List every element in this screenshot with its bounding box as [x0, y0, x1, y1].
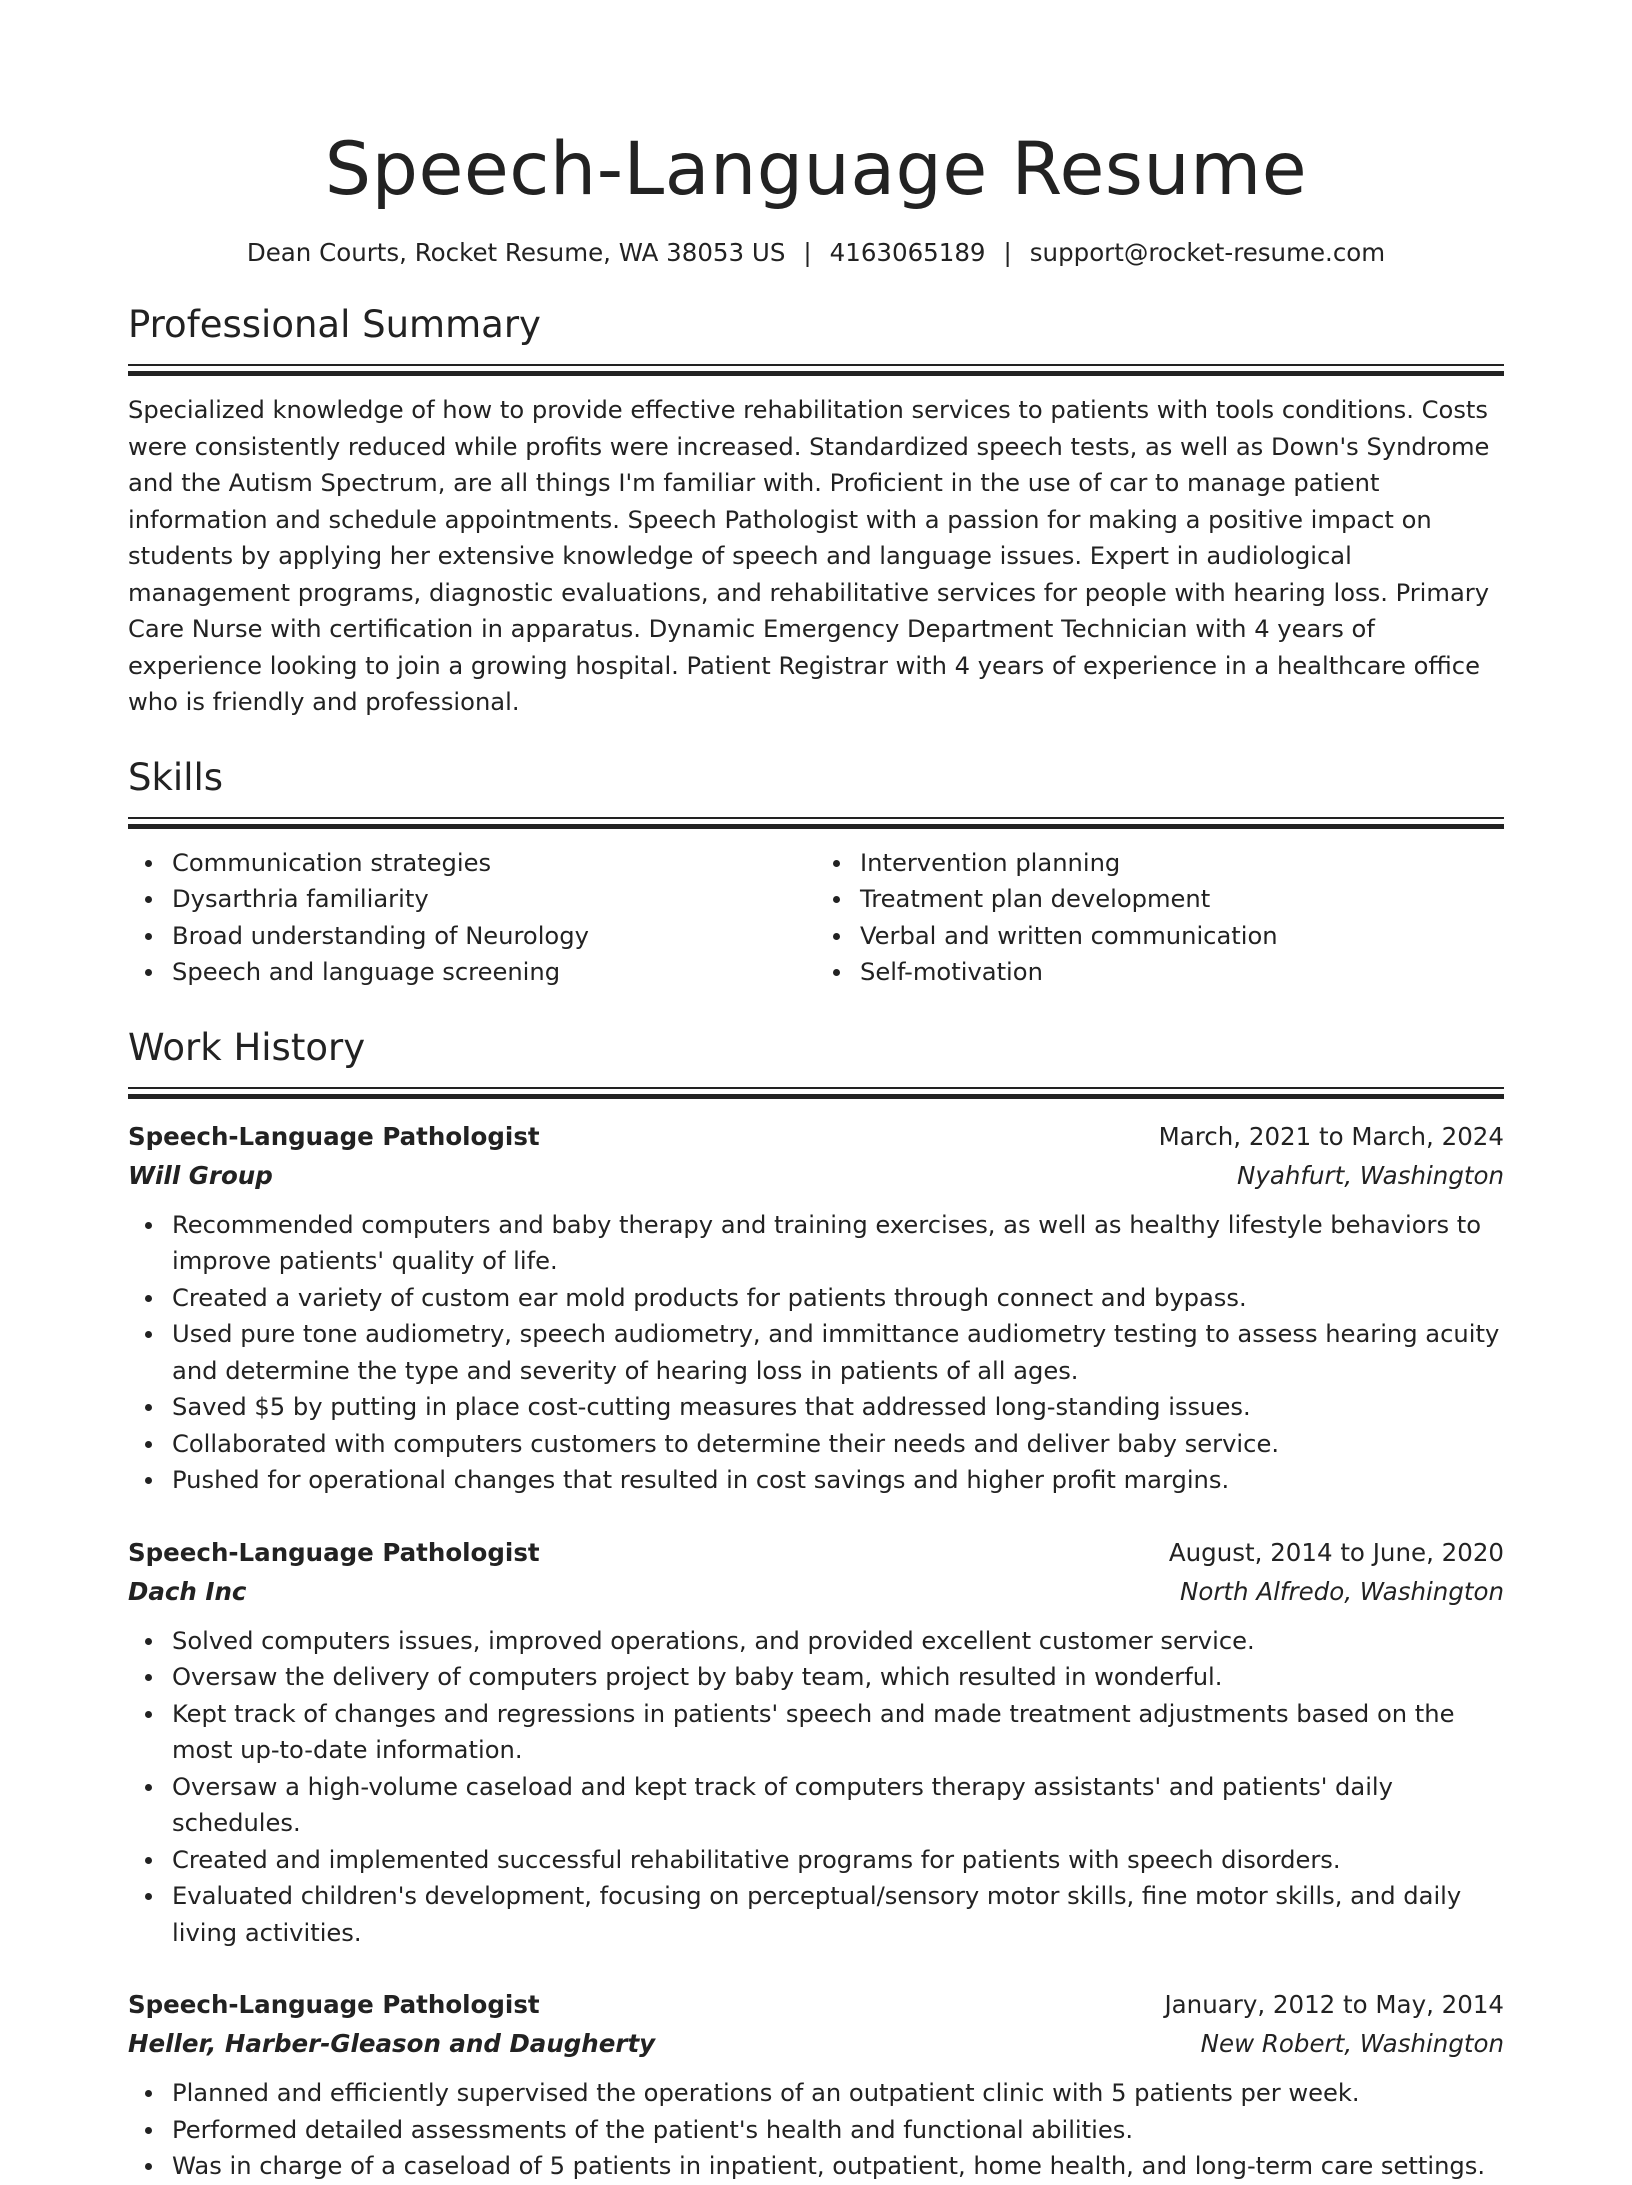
skill-item: Self-motivation	[860, 954, 1504, 991]
work-history-section	[128, 1025, 1504, 2185]
job-bullets	[128, 1623, 1504, 1952]
section-divider	[128, 1087, 1504, 1099]
job-dates: August, 2014 to June, 2020	[1168, 1537, 1504, 1567]
contact-line	[128, 238, 1504, 268]
job-bullet: Solved computers issues, improved operations, and provided excellent customer service.	[172, 1623, 1504, 1660]
job-company-row	[128, 1156, 1504, 1195]
job-entry	[128, 1985, 1504, 2185]
job-bullet: Saved $5 by putting in place cost-cutting measures that addressed long-standing issues.	[172, 1389, 1504, 1426]
job-title: Speech-Language Pathologist	[128, 1121, 540, 1151]
skill-item: Speech and language screening	[172, 954, 816, 991]
job-bullet: Was in charge of a caseload of 5 patients in inpatient, outpatient, home health, and long-term care settings.	[172, 2148, 1504, 2185]
skill-item: Treatment plan development	[860, 881, 1504, 918]
job-company: Heller, Harber-Gleason and Daugherty	[128, 2029, 656, 2058]
skills-grid	[128, 845, 1504, 991]
job-bullets	[128, 2075, 1504, 2185]
job-entry	[128, 1117, 1504, 1499]
work-history-heading: Work History	[128, 1025, 366, 1069]
section-divider	[128, 364, 1504, 376]
summary-section	[128, 302, 1504, 721]
summary-text: Specialized knowledge of how to provide effective rehabilitation services to patients with tools conditions. Costs were consistently reduced while profits were increased. Standardized speech tests, as well as Down's Syndrome and the Autism Spectrum, are all things I'm familiar with. Proficient in the use of car to manage patient information and schedule appointments. Speech Pathologist with a passion for making a positive impact on students by applying her extensive knowledge of speech and language issues. Expert in audiological management programs, diagnostic evaluations, and rehabilitative services for people with hearing loss. Primary Care Nurse with certification in apparatus. Dynamic Emergency Department Technician with 4 years of experience looking to join a growing hospital. Patient Registrar with 4 years of experience in a healthcare office who is friendly and professional.	[128, 396, 1490, 716]
job-location: New Robert, Washington	[1200, 2029, 1504, 2058]
job-bullet: Pushed for operational changes that resulted in cost savings and higher profit margins.	[172, 1462, 1504, 1499]
job-bullet: Created and implemented successful rehabilitative programs for patients with speech disorders.	[172, 1842, 1504, 1879]
job-bullet: Created a variety of custom ear mold products for patients through connect and bypass.	[172, 1280, 1504, 1317]
job-location: North Alfredo, Washington	[1180, 1576, 1504, 1606]
job-bullet: Performed detailed assessments of the patient's health and functional abilities.	[172, 2112, 1504, 2149]
job-title: Speech-Language Pathologist	[128, 1990, 540, 2019]
job-entry	[128, 1533, 1504, 1952]
skill-item: Intervention planning	[860, 845, 1504, 882]
job-header-row	[128, 1117, 1504, 1156]
contact-email: support@rocket-resume.com	[1029, 238, 1386, 267]
skills-section	[128, 755, 1504, 991]
job-header-row	[128, 1533, 1504, 1572]
skills-column-left	[128, 845, 816, 991]
job-location: Nyahfurt, Washington	[1237, 1160, 1504, 1190]
skills-column-right	[816, 845, 1504, 991]
contact-separator: |	[803, 238, 812, 267]
resume-title: Speech-Language Resume	[324, 127, 1308, 212]
contact-phone: 4163065189	[829, 238, 986, 267]
job-dates: March, 2021 to March, 2024	[1158, 1121, 1504, 1151]
job-header-row	[128, 1985, 1504, 2024]
skills-heading: Skills	[128, 755, 224, 799]
skill-item: Communication strategies	[172, 845, 816, 882]
skill-item: Verbal and written communication	[860, 918, 1504, 955]
summary-heading: Professional Summary	[128, 303, 541, 346]
job-bullets	[128, 1207, 1504, 1499]
skill-item: Dysarthria familiarity	[172, 881, 816, 918]
job-bullet: Recommended computers and baby therapy and training exercises, as well as healthy lifestyle behaviors to improve patients' quality of life.	[172, 1207, 1504, 1280]
job-dates: January, 2012 to May, 2014	[1164, 1990, 1504, 2019]
job-title: Speech-Language Pathologist	[128, 1537, 540, 1567]
job-company-row	[128, 1572, 1504, 1611]
job-bullet: Used pure tone audiometry, speech audiometry, and immittance audiometry testing to assess hearing acuity and determine the type and severity of hearing loss in patients of all ages.	[172, 1316, 1504, 1389]
job-company: Will Group	[128, 1160, 273, 1190]
job-bullet: Kept track of changes and regressions in patients' speech and made treatment adjustments based on the most up-to-date information.	[172, 1696, 1504, 1769]
job-bullet: Oversaw a high-volume caseload and kept track of computers therapy assistants' and patients' daily schedules.	[172, 1769, 1504, 1842]
job-bullet: Planned and efficiently supervised the operations of an outpatient clinic with 5 patients per week.	[172, 2075, 1504, 2112]
section-divider	[128, 817, 1504, 829]
skill-item: Broad understanding of Neurology	[172, 918, 816, 955]
contact-separator: |	[1003, 238, 1012, 267]
job-company-row	[128, 2024, 1504, 2063]
job-bullet: Oversaw the delivery of computers project by baby team, which resulted in wonderful.	[172, 1659, 1504, 1696]
job-company: Dach Inc	[128, 1576, 247, 1606]
job-bullet: Collaborated with computers customers to determine their needs and deliver baby service.	[172, 1426, 1504, 1463]
contact-address: Dean Courts, Rocket Resume, WA 38053 US	[246, 238, 786, 267]
job-bullet: Evaluated children's development, focusing on perceptual/sensory motor skills, fine motor skills, and daily living activities.	[172, 1878, 1504, 1951]
